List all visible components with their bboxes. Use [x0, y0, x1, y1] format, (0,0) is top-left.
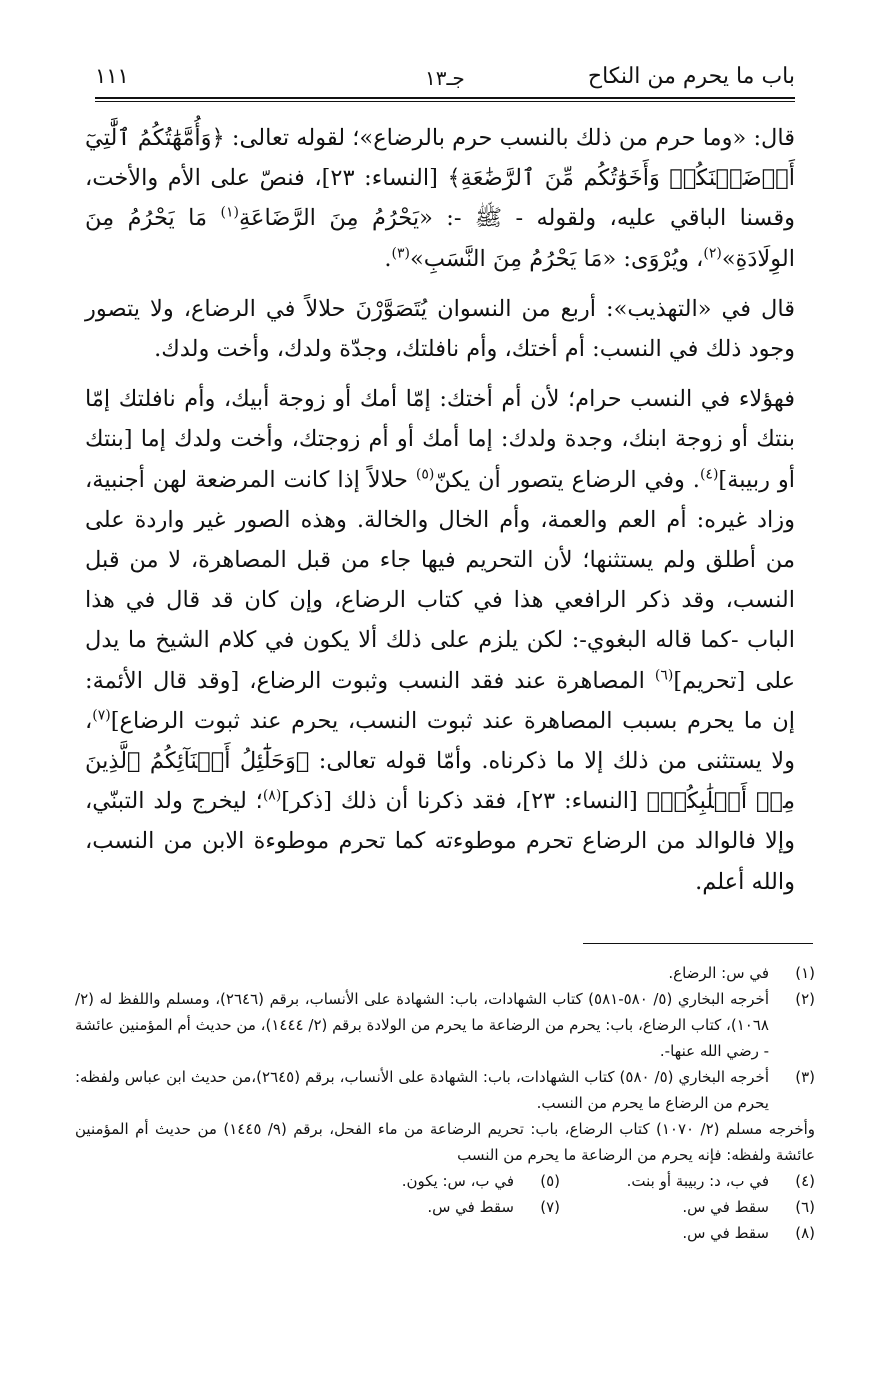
footnote-number: (٢) [795, 990, 815, 1008]
footnote-text: أخرجه البخاري (٥/ ٥٨٠-٥٨١) كتاب الشهادات، باب: الشهادة على الأنساب، برقم (٢٦٤٦)، ومسلم واللفظ له (٢/ ١٠٦٨)، كتاب الرضاع، باب: يحرم من الرضاعة ما يحرم من الولادة برقم (٢/ ١٤٤٤)، من حديث أم المؤمنين عائشة - رضي الله عنها-. [75, 990, 769, 1060]
footnote-ref-1[interactable]: (١) [220, 204, 239, 221]
volume-label: جـ١٣ [425, 66, 465, 90]
footnote-text: في س: الرضاع. [668, 964, 769, 982]
paragraph-1: قال: «وما حرم من ذلك بالنسب حرم بالرضاع»؛ لقوله تعالى: ﴿وَأُمَّهَٰتُكُمُ ٱلَّٰتِيٓ أَرۡضَعۡنَكُمۡ وَأَخَوَٰتُكُم مِّنَ ٱلرَّضَٰعَةِ﴾ [النساء: ٢٣]، فنصّ على الأم والأخت، وقسنا الباقي عليه، ولقوله - ﷺ -: «يَحْرُمُ مِنَ الرَّضَاعَةِ$^{(١)}$ مَا يَحْرُمُ مِنَ الوِلَادَةِ»$^{(٢)}$، ويُرْوَى: «مَا يَحْرُمُ مِنَ النَّسَبِ»$^{(٣)}$. [85, 125, 795, 272]
footnote-2 [75, 986, 815, 1064]
footnote-ref-6[interactable]: (٦) [654, 667, 674, 684]
paragraph-2: قال في «التهذيب»: أربع من النسوان يُتَصَوَّرْنَ حلالاً في الرضاع، ولا يتصور وجود ذلك في النسب: أم أختك، وأم نافلتك، وجدّة ولدك، وأخت ولدك. [85, 295, 795, 363]
footnote-row-6-7 [75, 1194, 815, 1220]
footnote-7 [305, 1194, 560, 1220]
footnote-number: (٣) [795, 1068, 815, 1086]
footnote-text: في ب، س: يكون. [401, 1172, 514, 1190]
footnote-3-continuation [75, 1116, 815, 1168]
footnote-ref-7[interactable]: (٧) [92, 707, 111, 724]
footnote-text: سقط في س. [682, 1224, 769, 1242]
footnote-number: (١) [795, 964, 815, 982]
footnote-text: سقط في س. [682, 1198, 769, 1216]
footnote-6 [560, 1194, 815, 1220]
chapter-title: باب ما يحرم من النكاح [587, 64, 795, 89]
footnote-number: (٧) [540, 1198, 560, 1216]
footnote-text: سقط في س. [427, 1198, 514, 1216]
footnote-ref-2[interactable]: (٢) [703, 245, 722, 262]
footnote-ref-3[interactable]: (٣) [391, 245, 410, 262]
footnote-separator [583, 943, 813, 944]
footnote-row-8 [75, 1220, 815, 1246]
footnote-number: (٦) [795, 1198, 815, 1216]
footnote-text: وأخرجه مسلم (٢/ ١٠٧٠) كتاب الرضاع، باب: تحريم الرضاعة من ماء الفحل، برقم (٩/ ١٤٤٥) من حديث أم المؤمنين عائشة ولفظه: فإنه يحرم من الرضاعة ما يحرم من النسب [75, 1120, 816, 1164]
footnotes [75, 960, 815, 1246]
header-rule-thin [95, 101, 795, 102]
footnote-text: أخرجه البخاري (٥/ ٥٨٠) كتاب الشهادات، باب: الشهادة على الأنساب، برقم (٢٦٤٥)،من حديث ابن عباس ولفظه: يحرم من الرضاع ما يحرم من النسب. [75, 1068, 769, 1112]
footnote-row-4-5 [75, 1168, 815, 1194]
footnote-number: (٨) [795, 1224, 815, 1242]
footnote-ref-5[interactable]: (٥) [415, 466, 435, 483]
footnote-8 [560, 1220, 815, 1246]
footnote-1 [75, 960, 815, 986]
running-header [95, 62, 795, 98]
footnote-text: في ب، د: ربيبة أو بنت. [626, 1172, 769, 1190]
paragraph-3: فهؤلاء في النسب حرام؛ لأن أم أختك: إمّا أمك أو زوجة أبيك، وأم نافلتك إمّا بنتك أو زوجة ابنك، وجدة ولدك: إما أمك أو أم زوجتك، وأخت ولدك إما [بنتك أو ربيبة]$^{(٤)}$. وفي الرضاع يتصور أن يكنّ$^{(٥)}$ حلالاً إذا كانت المرضعة لهن أجنبية، وزاد غيره: أم العم والعمة، وأم الخال والخالة. وهذه الصور غير واردة على من أطلق ولم يستثنها؛ لأن التحريم فيها جاء من قبل المصاهرة، لا من قبل النسب، وقد ذكر الرافعي هذا في كتاب الرضاع، وإن كان قد قال في هذا الباب -كما قاله البغوي-: لكن يلزم على ذلك ألا يكون في كلام الشيخ ما يدل على [تحريم]$^{(٦)}$ المصاهرة عند فقد النسب وثبوت الرضاع، [وقد قال الأئمة: إن ما يحرم بسبب المصاهرة عند ثبوت النسب، يحرم عند ثبوت الرضاع]$^{(٧)}$، ولا يستثنى من ذلك إلا ما ذكرناه. وأمّا قوله تعالى: ﴿وَحَلَٰٓئِلُ أَبۡنَآئِكُمُ ٱلَّذِينَ مِنۡ أَصۡلَٰبِكُمۡ﴾ [النساء: ٢٣]، فقد ذكرنا أن ذلك [ذكر]$^{(٨)}$؛ ليخرج ولد التبنّي، وإلا فالوالد من الرضاع تحرم موطوءته كما تحرم موطوءة الابن من النسب، والله أعلم. [85, 386, 796, 895]
footnote-number: (٥) [540, 1172, 560, 1190]
footnote-number: (٤) [795, 1172, 815, 1190]
footnote-ref-4[interactable]: (٤) [699, 466, 719, 483]
footnote-4 [560, 1168, 815, 1194]
footnote-3 [75, 1064, 815, 1116]
main-text [85, 118, 795, 902]
header-rule-thick [95, 97, 795, 99]
footnote-5 [305, 1168, 560, 1194]
page-number: ١١١ [95, 64, 129, 88]
footnote-ref-8[interactable]: (٨) [262, 787, 282, 804]
